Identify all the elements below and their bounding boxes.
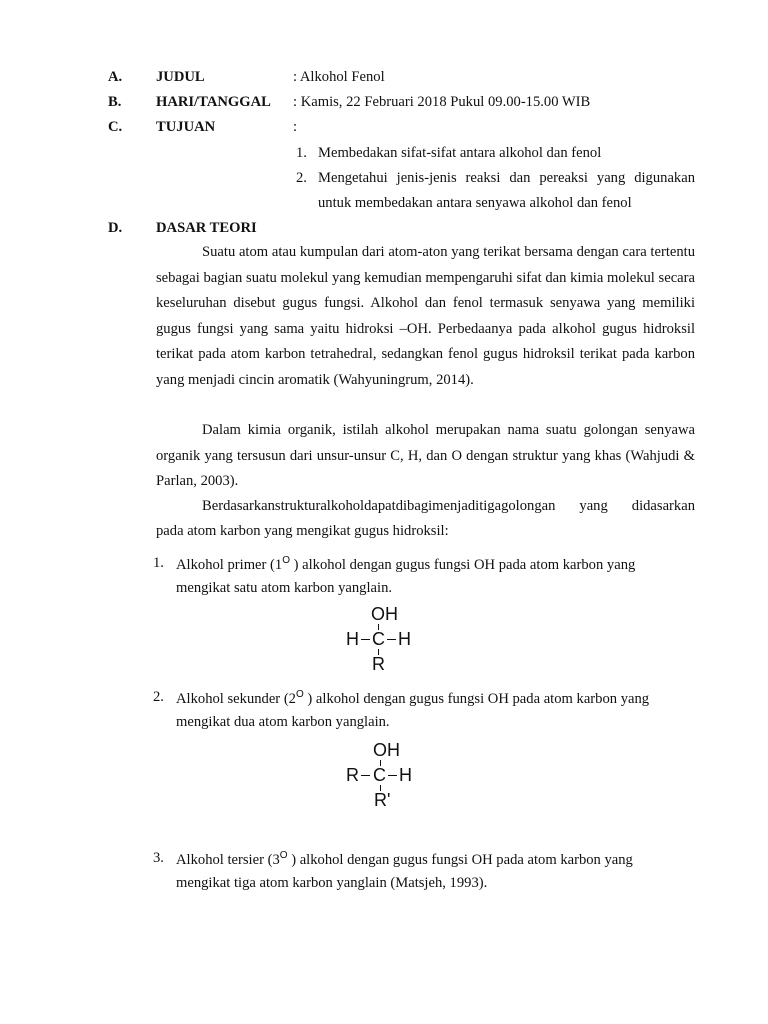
tujuan-item-2-line2: untuk membedakan antara senyawa alkohol dan fenol [318, 195, 632, 211]
structure-oh-label: OH [373, 740, 400, 760]
bond-right [388, 775, 397, 776]
structure-right-atom: H [399, 765, 412, 785]
section-b-value: : Kamis, 22 Februari 2018 Pukul 09.00-15.00 WIB [293, 94, 591, 110]
type-3-text-line2: mengikat tiga atom karbon yanglain (Matsjeh, 1993). [176, 875, 488, 891]
section-b-letter: B. [108, 94, 122, 110]
tujuan-item-2-number: 2. [296, 170, 307, 186]
type-2-number: 2. [153, 689, 164, 705]
structure-oh-label: OH [371, 604, 398, 624]
section-c-value: : [293, 119, 298, 135]
structure-left-atom: H [346, 629, 359, 649]
structure-r-prime-label: R' [374, 790, 391, 810]
section-a-label: JUDUL [156, 69, 205, 85]
type-2-text: Alkohol sekunder ($2^O$ ) alkohol dengan gugus fungsi OH pada atom karbon yang [176, 689, 650, 707]
secondary-alcohol-structure [340, 738, 420, 810]
paragraph-klasifikasi-line1: Berdasarkanstrukturalkoholdapatdibagimenjaditigagolongan yang didasarkan [202, 498, 695, 514]
section-a-letter: A. [108, 69, 123, 85]
section-d-letter: D. [108, 220, 123, 236]
structure-right-atom: H [398, 629, 411, 649]
section-c-letter: C. [108, 119, 123, 135]
structure-carbon: C [372, 629, 385, 649]
tujuan-item-1-number: 1. [296, 145, 307, 161]
paragraph-gugus-fungsi: Suatu atom atau kumpulan dari atom-aton yang terikat bersama dengan cara tertentu sebagai bagian suatu molekul yang kemudian mempengaruhi sifat dan kimia molekul secara keseluruhan disebut gugus fungsi. Alkohol dan fenol termasuk senyawa yang memiliki gugus fungsi yang sama yaitu hidroksi –OH. Perbedaanya pada alkohol gugus hidroksil terikat pada atom karbon tetrahedral, sedangkan fenol gugus hidroksil terikat pada karbon yang menjadi cincin aromatik (Wahyuningrum, 2014). [156, 244, 695, 388]
type-1-number: 1. [153, 555, 164, 571]
paragraph-alkohol-definisi: Dalam kimia organik, istilah alkohol merupakan nama suatu golongan senyawa organik yang tersusun dari unsur-unsur C, H, dan O dengan struktur yang khas (Wahjudi & Parlan, 2003). [156, 422, 695, 489]
type-3-number: 3. [153, 850, 164, 866]
bond-right [387, 639, 396, 640]
structure-r-label: R [372, 654, 385, 674]
type-3-text: Alkohol tersier ($3^O$ ) alkohol dengan gugus fungsi OH pada atom karbon yang [176, 850, 633, 868]
section-d-label: DASAR TEORI [156, 220, 257, 236]
bond-left [361, 639, 370, 640]
tujuan-item-1-text: Membedakan sifat-sifat antara alkohol dan fenol [318, 145, 602, 161]
type-1-text-line2: mengikat satu atom karbon yanglain. [176, 580, 393, 596]
primary-alcohol-structure [340, 602, 420, 672]
structure-carbon: C [373, 765, 386, 785]
section-a-value: : Alkohol Fenol [293, 69, 385, 85]
structure-left-atom: R [346, 765, 359, 785]
type-1-text: Alkohol primer ($1^O$ ) alkohol dengan gugus fungsi OH pada atom karbon yang [176, 555, 636, 573]
tujuan-item-2-line1: Mengetahui jenis-jenis reaksi dan pereaksi yang digunakan [318, 170, 695, 186]
type-2-text-line2: mengikat dua atom karbon yanglain. [176, 714, 390, 730]
section-c-label: TUJUAN [156, 119, 216, 135]
section-b-label: HARI/TANGGAL [156, 94, 271, 110]
bond-left [361, 775, 370, 776]
paragraph-klasifikasi-line2: pada atom karbon yang mengikat gugus hidroksil: [156, 523, 449, 539]
